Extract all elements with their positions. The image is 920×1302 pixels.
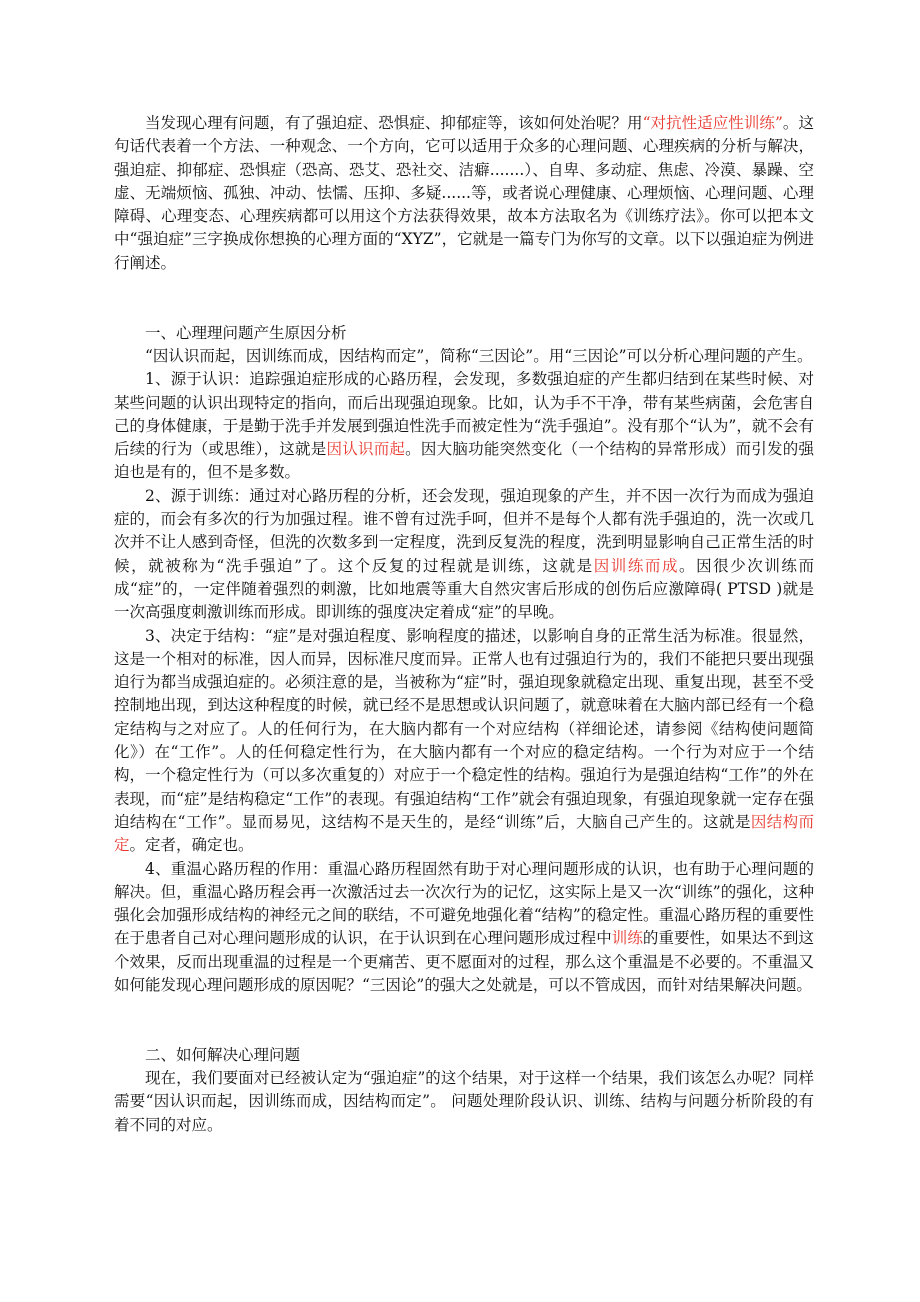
highlight-method-name: “对抗性适应性训练” (642, 114, 783, 132)
section-heading-2: 二、如何解决心理问题 (145, 1045, 301, 1064)
document-page (114, 112, 814, 1137)
highlight-structure: 因结构而定 (114, 812, 814, 855)
structure-text-start: 3、决定于结构：“症”是对强迫程度、影响程度的描述，以影响自身的正常生活为标准。很显然，这是一个相对的标准，因人而异，因标准尺度而异。正常人也有过强迫行为的，我们不能把只要出现强迫行为都当成强迫症的。必须注意的是，当被称为“症”时，强迫现象就稳定出现、重复出现，甚至不受控制地出现，到达这种程度的时候，就已经不是思想或认识问题了，就意味着在大脑内部已经有一个稳定结构与之对应了。人的任何行为，在大脑内都有一个对应结构（祥细论述，请参阅《结构使问题简化》）在“工作”。人的任何稳定性行为，在大脑内都有一个对应的稳定结构。一个行为对应于一个结构，一个稳定性行为（可以多次重复的）对应于一个稳定性的结构。强迫行为是强迫结构“工作”的外在表现，而“症”是结构稳定“工作”的表现。有强迫结构“工作”就会有强迫现象，有强迫现象就一定存在强迫结构在“工作”。显而易见，这结构不是天生的，是经“训练”后，大脑自己产生的。这就是 (114, 626, 814, 831)
cause-cognition-paragraph (114, 368, 814, 484)
review-history-paragraph (114, 858, 814, 998)
highlight-cognition: 因认识而起 (326, 440, 406, 459)
intro-text-end: 。这句话代表着一个方法、一种观念、一个方向，它可以适用于众多的心理问题、心理疾病的分析与解决，强迫症、抑郁症、恐惧症（恐高、恐艾、恐社交、洁癖.......）、自卑、多动症、焦虑、冷漠、暴躁、空虚、无端烦恼、孤独、冲动、怯懦、压抑、多疑......等，或者说心理健康、心理烦恼、心理问题、心理障碍、心理变态、心理疾病都可以用这个方法获得效果，故本方法取名为《训练疗法》。你可以把本文中“强迫症”三字换成你想换的心理方面的“XYZ”，它就是一篇专门为你写的文章。以下以强迫症为例进行阐述。 (114, 114, 814, 272)
review-text-end: 的重要性，如果达不到这个效果，反而出现重温的过程是一个更痛苦、更不愿面对的过程，那么这个重温是不必要的。不重温又如何能发现心理问题形成的原因呢？“三因论”的强大之处就是，可以不管成因，而针对结果解决问题。 (114, 929, 814, 994)
cause-training-paragraph (114, 485, 814, 625)
spacer (114, 1021, 814, 1044)
structure-text-end: 。定者，确定也。 (129, 836, 254, 855)
cognition-text-end: 。因大脑功能突然变化（一个结构的异常形成）而引发的强迫也是有的，但不是多数。 (114, 440, 814, 482)
spacer (114, 275, 814, 298)
cognition-text-start: 1、源于认识：追踪强迫症形成的心路历程，会发现，多数强迫症的产生都归结到在某些时候、对某些问题的认识出现特定的指向，而后出现强迫现象。比如，认为手不干净，带有某些病菌，会危害自己的身体健康，于是勤于洗手并发展到强迫性洗手而被定性为“洗手强迫”。没有那个“认为”，就不会有后续的行为（或思维），这就是 (114, 370, 814, 459)
spacer (114, 298, 814, 321)
training-text-start: 2、源于训练：通过对心路历程的分析，还会发现，强迫现象的产生，并不因一次行为而成为强迫症的，而会有多次的行为加强过程。谁不曾有过洗手呵，但并不是每个人都有洗手强迫的，洗一次或几次并不让人感到奇怪，但洗的次数多到一定程度，洗到反复洗的程度，洗到明显影响自己正常生活的时候，就被称为“洗手强迫”了。这个反复的过程就是训练，这就是 (114, 486, 814, 575)
intro-text-start: 当发现心理有问题，有了强迫症、恐惧症、抑郁症等，该如何处治呢？用 (145, 114, 643, 132)
solution-intro-paragraph: 现在，我们要面对已经被认定为“强迫症”的这个结果，对于这样一个结果，我们该怎么办呢？同样需要“因认识而起，因训练而成，因结构而定”。 问题处理阶段认识、训练、结构与问题分析阶段的有着不同的对应。 (114, 1069, 814, 1134)
three-cause-paragraph: “因认识而起，因训练而成，因结构而定”，简称“三因论”。用“三因论”可以分析心理问题的产生。 (145, 346, 813, 365)
review-text-start: 4、重温心路历程的作用：重温心路历程固然有助于对心理问题形成的认识，也有助于心理问题的解决。但，重温心路历程会再一次激活过去一次次行为的记忆，这实际上是又一次“训练”的强化，这种强化会加强形成结构的神经元之间的联结，不可避免地强化着“结构”的稳定性。重温心路历程的重要性在于患者自己对心理问题形成的认识，在于认识到在心理问题形成过程中 (114, 859, 814, 948)
training-text-end: 。因很少次训练而成“症”的，一定伴随着强烈的刺激，比如地震等重大自然灾害后形成的创伤后应激障碍( PTSD )就是一次高强度刺激训练而形成。即训练的强度决定着成“症”的早晚。 (114, 556, 814, 622)
cause-structure-paragraph (114, 625, 814, 858)
highlight-training-word: 训练 (611, 929, 643, 948)
spacer (114, 997, 814, 1020)
section-heading-1: 一、心理理问题产生原因分析 (145, 323, 347, 342)
intro-paragraph (114, 112, 814, 275)
highlight-training: 因训练而成 (593, 556, 680, 575)
